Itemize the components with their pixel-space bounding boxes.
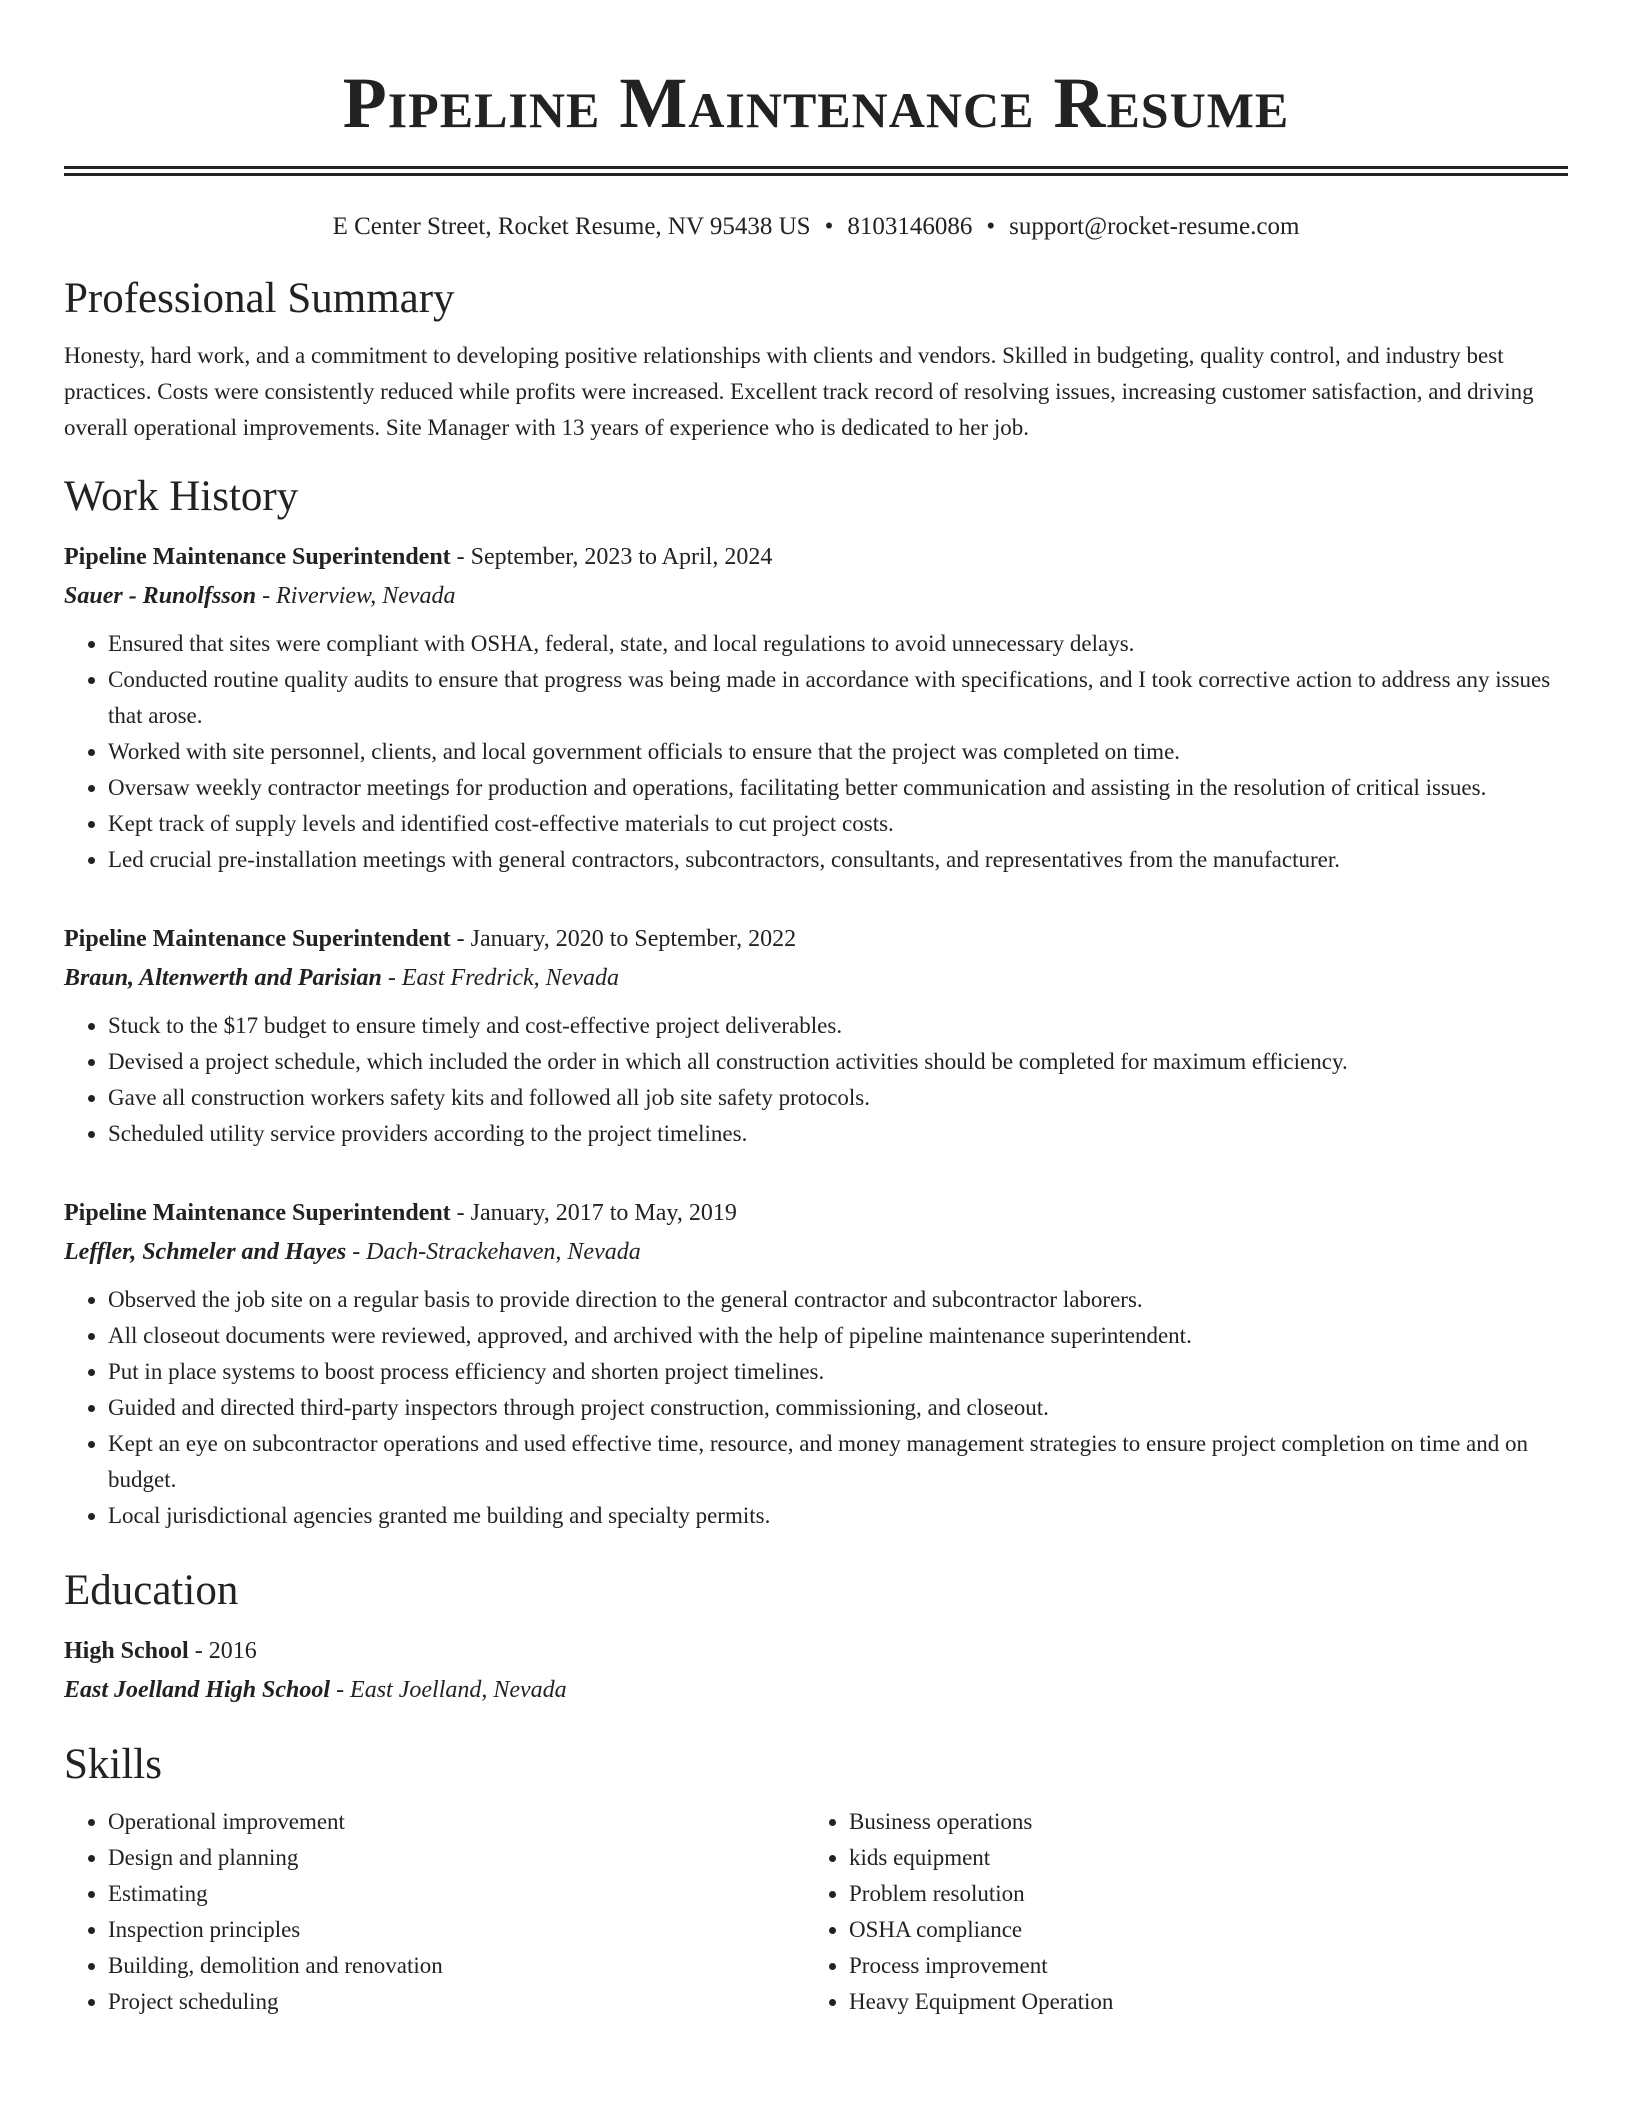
work-history-heading: Work History bbox=[64, 473, 299, 520]
job-title-line bbox=[64, 920, 1568, 959]
job-title-line bbox=[64, 538, 1568, 577]
skill-item: • OSHA compliance bbox=[849, 1912, 1546, 1948]
job-location: - East Fredrick, Nevada bbox=[381, 965, 619, 991]
job-duty: • Guided and directed third-party inspectors through project construction, commissioning, and closeout. bbox=[108, 1390, 1568, 1426]
job-company-line bbox=[64, 1233, 1568, 1272]
skill-item: • Problem resolution bbox=[849, 1876, 1546, 1912]
job-duty: • Observed the job site on a regular basis to provide direction to the general contractor and subcontractor laborers. bbox=[108, 1282, 1568, 1318]
job-dates: - January, 2020 to September, 2022 bbox=[450, 926, 797, 952]
skills-list-left bbox=[64, 1804, 805, 2020]
contact-separator: • bbox=[986, 213, 996, 240]
contact-phone: 8103146086 bbox=[847, 213, 973, 240]
education-year: - 2016 bbox=[188, 1638, 257, 1664]
job-entry bbox=[64, 920, 1568, 1152]
education-school-line bbox=[64, 1671, 1568, 1710]
job-entry bbox=[64, 1194, 1568, 1534]
skill-item: • Business operations bbox=[849, 1804, 1546, 1840]
contact-email: support@rocket-resume.com bbox=[1009, 213, 1300, 240]
job-duty: • Stuck to the $17 budget to ensure timely and cost-effective project deliverables. bbox=[108, 1008, 1568, 1044]
job-company: Leffler, Schmeler and Hayes bbox=[64, 1239, 347, 1265]
resume-page bbox=[64, 0, 1568, 2020]
job-location: - Riverview, Nevada bbox=[256, 583, 456, 609]
education-location: - East Joelland, Nevada bbox=[330, 1677, 567, 1703]
title-divider bbox=[64, 166, 1568, 176]
job-duty: • Devised a project schedule, which included the order in which all construction activities should be completed for maximum efficiency. bbox=[108, 1044, 1568, 1080]
skill-item: • Operational improvement bbox=[108, 1804, 805, 1840]
job-dates: - September, 2023 to April, 2024 bbox=[450, 544, 773, 570]
job-duty: • Scheduled utility service providers according to the project timelines. bbox=[108, 1116, 1568, 1152]
job-duty: • Ensured that sites were compliant with OSHA, federal, state, and local regulations to avoid unnecessary delays. bbox=[108, 626, 1568, 662]
job-company-line bbox=[64, 959, 1568, 998]
education-heading: Education bbox=[64, 1567, 239, 1614]
job-duty: • Led crucial pre-installation meetings with general contractors, subcontractors, consultants, and representatives from the manufacturer. bbox=[108, 842, 1568, 878]
job-location: - Dach-Strackehaven, Nevada bbox=[346, 1239, 641, 1265]
skill-item: • Estimating bbox=[108, 1876, 805, 1912]
skill-item: • Heavy Equipment Operation bbox=[849, 1984, 1546, 2020]
job-duties-list bbox=[64, 626, 1568, 878]
job-duties-list bbox=[64, 1008, 1568, 1152]
education-degree: High School bbox=[64, 1638, 189, 1664]
job-duty: • All closeout documents were reviewed, approved, and archived with the help of pipeline maintenance superintendent. bbox=[108, 1318, 1568, 1354]
skill-item: • Inspection principles bbox=[108, 1912, 805, 1948]
job-company-line bbox=[64, 577, 1568, 616]
job-title-line bbox=[64, 1194, 1568, 1233]
job-duty: • Kept track of supply levels and identified cost-effective materials to cut project costs. bbox=[108, 806, 1568, 842]
job-duty: • Conducted routine quality audits to ensure that progress was being made in accordance with specifications, and I took corrective action to address any issues that arose. bbox=[108, 662, 1568, 734]
job-entry bbox=[64, 538, 1568, 878]
job-title: Pipeline Maintenance Superintendent bbox=[64, 1200, 451, 1226]
contact-separator: • bbox=[824, 213, 834, 240]
skills-heading: Skills bbox=[64, 1741, 162, 1788]
summary-heading: Professional Summary bbox=[64, 275, 455, 322]
summary-text: Honesty, hard work, and a commitment to developing positive relationships with clients and vendors. Skilled in budgeting, quality control, and industry best practices. Costs were consistently reduced while profits were increased. Excellent track record of resolving issues, increasing customer satisfaction, and driving overall operational improvements. Site Manager with 13 years of experience who is dedicated to her job. bbox=[64, 343, 1534, 440]
education-degree-line bbox=[64, 1632, 1568, 1671]
job-duty: • Worked with site personnel, clients, and local government officials to ensure that the project was completed on time. bbox=[108, 734, 1568, 770]
job-company: Sauer - Runolfsson bbox=[64, 583, 257, 609]
skill-item: • kids equipment bbox=[849, 1840, 1546, 1876]
contact-address: E Center Street, Rocket Resume, NV 95438 US bbox=[332, 213, 811, 240]
skill-item: • Design and planning bbox=[108, 1840, 805, 1876]
job-duty: • Gave all construction workers safety kits and followed all job site safety protocols. bbox=[108, 1080, 1568, 1116]
job-title: Pipeline Maintenance Superintendent bbox=[64, 544, 451, 570]
job-duties-list bbox=[64, 1282, 1568, 1534]
skill-item: • Building, demolition and renovation bbox=[108, 1948, 805, 1984]
skill-item: • Process improvement bbox=[849, 1948, 1546, 1984]
job-company: Braun, Altenwerth and Parisian bbox=[64, 965, 382, 991]
skills-columns bbox=[64, 1804, 1568, 2020]
job-title: Pipeline Maintenance Superintendent bbox=[64, 926, 451, 952]
job-duty: • Kept an eye on subcontractor operations and used effective time, resource, and money management strategies to ensure project completion on time and on budget. bbox=[108, 1426, 1568, 1498]
job-dates: - January, 2017 to May, 2019 bbox=[450, 1200, 737, 1226]
job-duty: • Oversaw weekly contractor meetings for production and operations, facilitating better communication and assisting in the resolution of critical issues. bbox=[108, 770, 1568, 806]
job-duty: • Local jurisdictional agencies granted me building and specialty permits. bbox=[108, 1498, 1568, 1534]
contact-line bbox=[64, 212, 1568, 242]
education-school: East Joelland High School bbox=[64, 1677, 331, 1703]
job-duty: • Put in place systems to boost process efficiency and shorten project timelines. bbox=[108, 1354, 1568, 1390]
skill-item: • Project scheduling bbox=[108, 1984, 805, 2020]
resume-title: Pipeline Maintenance Resume bbox=[342, 63, 1290, 143]
education-entry bbox=[64, 1632, 1568, 1710]
skills-list-right bbox=[805, 1804, 1546, 2020]
